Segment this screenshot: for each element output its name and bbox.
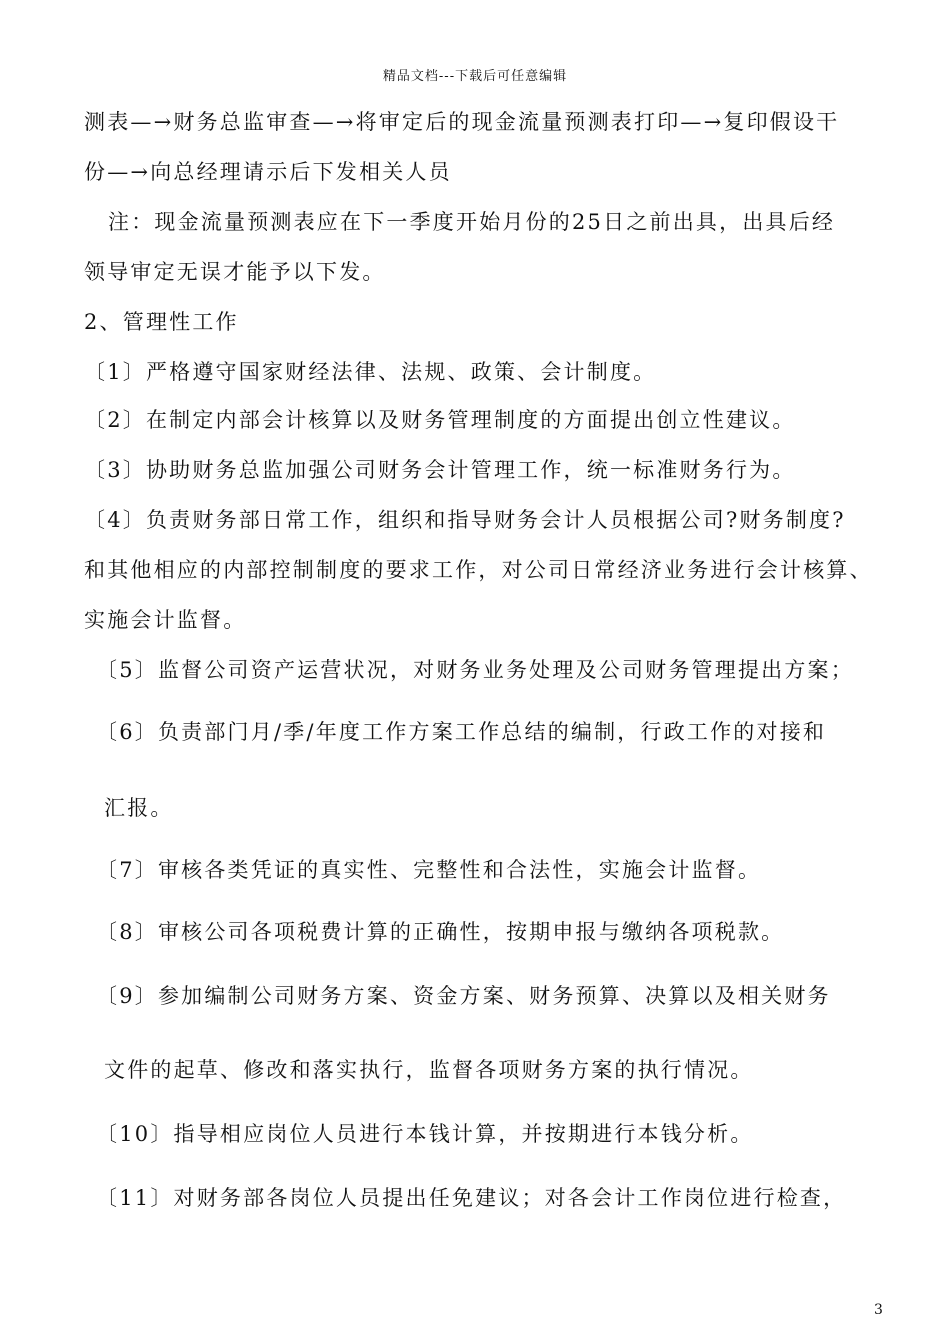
list-item: 〔11〕对财务部各岗位人员提出任免建议；对各会计工作岗位进行检查， — [96, 1186, 847, 1210]
list-item-continuation: 和其他相应的内部控制制度的要求工作，对公司日常经济业务进行会计核算、 — [84, 558, 873, 582]
list-item: 〔4〕负责财务部日常工作，组织和指导财务会计人员根据公司?财务制度? — [84, 508, 846, 532]
list-item-continuation: 汇报。 — [104, 796, 174, 820]
list-item: 〔3〕协助财务总监加强公司财务会计管理工作，统一标准财务行为。 — [84, 458, 796, 482]
note-line: 注：现金流量预测表应在下一季度开始月份的25日之前出具，出具后经 — [108, 210, 836, 234]
section-heading: 2、管理性工作 — [84, 310, 239, 334]
list-item: 〔8〕审核公司各项税费计算的正确性，按期申报与缴纳各项税款。 — [96, 920, 785, 944]
list-item: 〔5〕监督公司资产运营状况，对财务业务处理及公司财务管理提出方案； — [96, 658, 854, 682]
list-item: 〔7〕审核各类凭证的真实性、完整性和合法性，实施会计监督。 — [96, 858, 762, 882]
note-line: 领导审定无误才能予以下发。 — [84, 260, 386, 284]
list-item: 〔1〕严格遵守国家财经法律、法规、政策、会计制度。 — [84, 360, 657, 384]
text-line: 份—→向总经理请示后下发相关人员 — [84, 160, 452, 184]
page-number: 3 — [874, 1302, 883, 1318]
list-item-continuation: 文件的起草、修改和落实执行，监督各项财务方案的执行情况。 — [104, 1058, 754, 1082]
list-item: 〔10〕指导相应岗位人员进行本钱计算，并按期进行本钱分析。 — [96, 1122, 754, 1146]
list-item-continuation: 实施会计监督。 — [84, 608, 247, 632]
list-item: 〔2〕在制定内部会计核算以及财务管理制度的方面提出创立性建议。 — [84, 408, 796, 432]
list-item: 〔9〕参加编制公司财务方案、资金方案、财务预算、决算以及相关财务 — [96, 984, 831, 1008]
list-item: 〔6〕负责部门月/季/年度工作方案工作总结的编制，行政工作的对接和 — [96, 720, 827, 744]
page-header: 精品文档---下载后可任意编辑 — [382, 69, 568, 84]
text-line: 测表—→财务总监审查—→将审定后的现金流量预测表打印—→复印假设干 — [84, 110, 840, 134]
